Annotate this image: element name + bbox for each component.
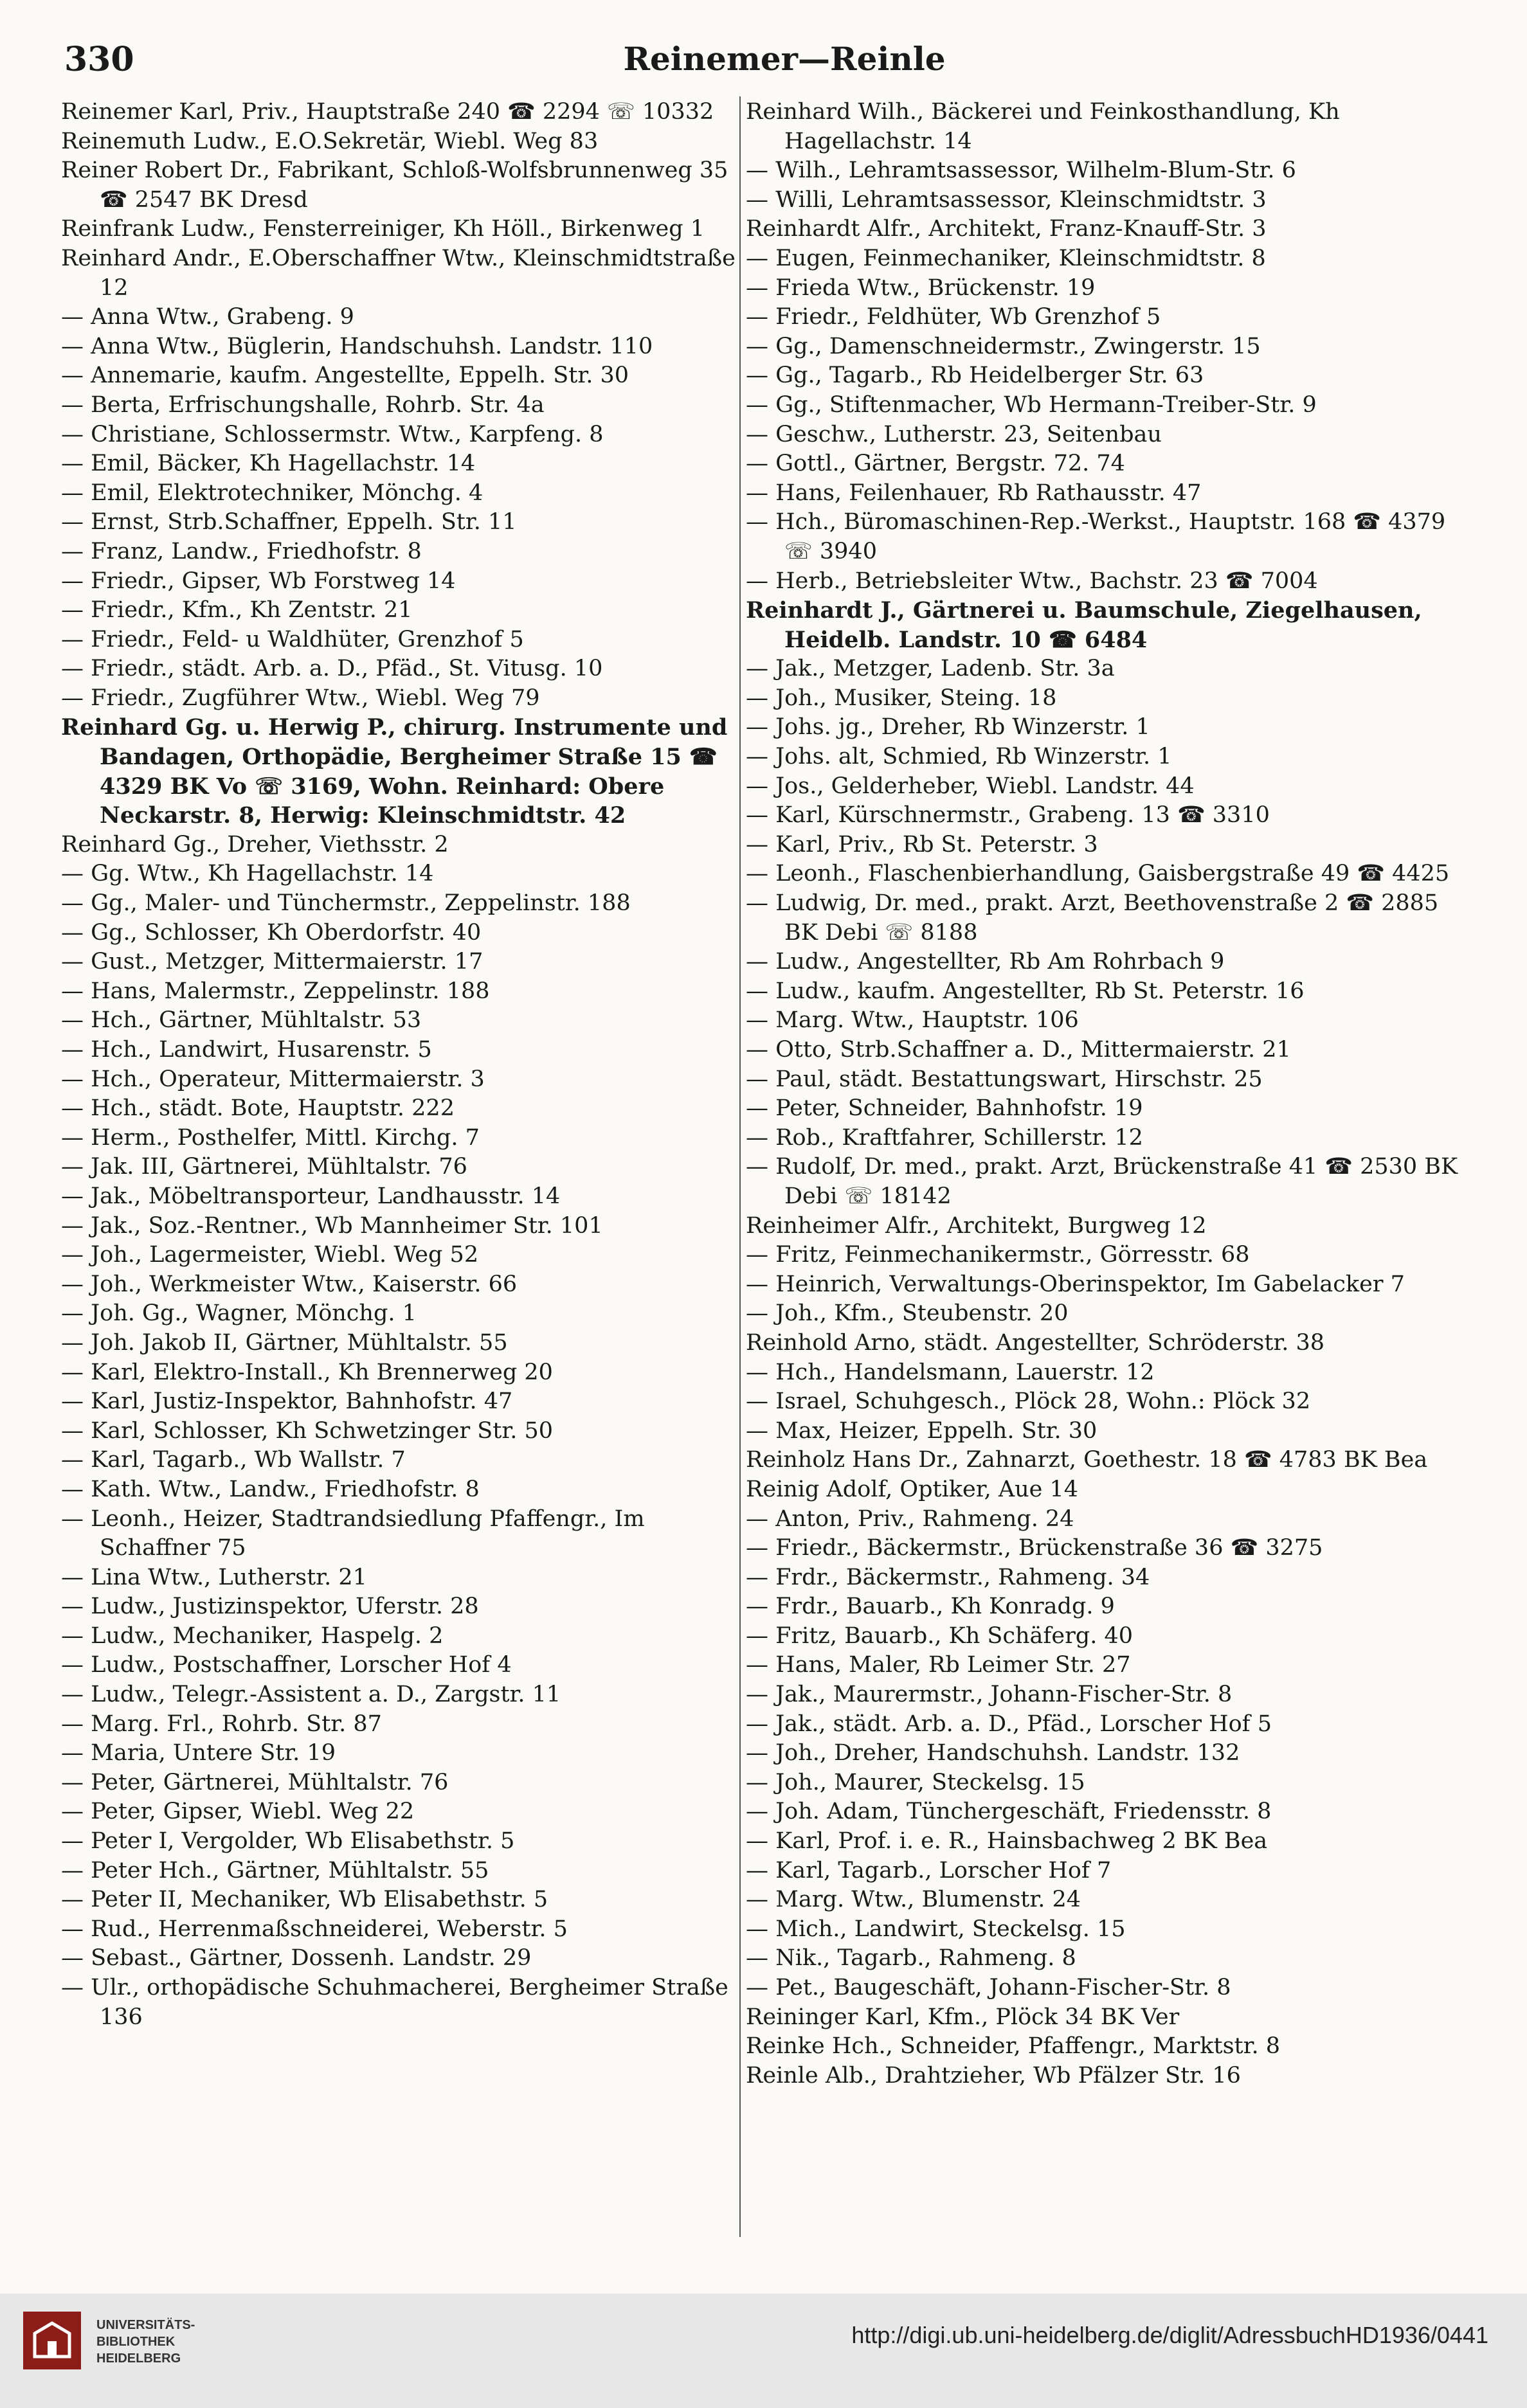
directory-entry: — Gg., Damenschneidermstr., Zwingerstr. 15 — [746, 333, 1261, 359]
page-number: 330 — [64, 40, 134, 79]
directory-entry: Reinhold Arno, städt. Angestellter, Schröderstr. 38 — [746, 1329, 1325, 1356]
directory-entry: — Ludw., Telegr.-Assistent a. D., Zargstr. 11 — [61, 1682, 561, 1708]
directory-entry: Reinemuth Ludw., E.O.Sekretär, Wiebl. Weg 83 — [61, 128, 599, 154]
directory-entry: — Ludwig, Dr. med., prakt. Arzt, Beethovenstraße 2 ☎ 2885 BK Debi ☏ 8188 — [746, 890, 1439, 946]
directory-entry: — Hans, Malermstr., Zeppelinstr. 188 — [61, 978, 490, 1004]
directory-entry: — Annemarie, kaufm. Angestellte, Eppelh. Str. 30 — [61, 363, 629, 389]
directory-entry: — Herm., Posthelfer, Mittl. Kirchg. 7 — [61, 1124, 480, 1151]
directory-entry: Reinfrank Ludw., Fensterreiniger, Kh Höll., Birkenweg 1 — [61, 216, 705, 242]
directory-entry: — Marg. Frl., Rohrb. Str. 87 — [61, 1711, 382, 1737]
directory-entry: — Rudolf, Dr. med., prakt. Arzt, Brückenstraße 41 ☎ 2530 BK Debi ☏ 18142 — [746, 1154, 1458, 1209]
directory-entry: — Friedr., Feldhüter, Wb Grenzhof 5 — [746, 304, 1161, 330]
directory-entry: — Friedr., Zugführer Wtw., Wiebl. Weg 79 — [61, 685, 540, 711]
directory-entry: — Marg. Wtw., Hauptstr. 106 — [746, 1007, 1079, 1034]
directory-entry: — Peter, Gärtnerei, Mühltalstr. 76 — [61, 1769, 449, 1795]
directory-entry: — Anna Wtw., Grabeng. 9 — [61, 304, 354, 330]
directory-entry: — Jos., Gelderheber, Wiebl. Landstr. 44 — [746, 773, 1195, 799]
directory-entry: — Joh. Jakob II, Gärtner, Mühltalstr. 55 — [61, 1329, 508, 1356]
directory-entry: — Jak., städt. Arb. a. D., Pfäd., Lorscher Hof 5 — [746, 1711, 1272, 1737]
footer-bar — [0, 2294, 1527, 2408]
directory-entry: — Karl, Prof. i. e. R., Hainsbachweg 2 BK Bea — [746, 1828, 1268, 1855]
directory-entry: — Anton, Priv., Rahmeng. 24 — [746, 1505, 1074, 1532]
directory-entry: Reinle Alb., Drahtzieher, Wb Pfälzer Str. 16 — [746, 2062, 1241, 2089]
directory-entry: — Anna Wtw., Büglerin, Handschuhsh. Landstr. 110 — [61, 333, 653, 359]
directory-entry: — Ludw., Justizinspektor, Uferstr. 28 — [61, 1594, 479, 1620]
directory-entry: Reininger Karl, Kfm., Plöck 34 BK Ver — [746, 2004, 1180, 2030]
directory-entry: — Ludw., Postschaffner, Lorscher Hof 4 — [61, 1652, 512, 1678]
directory-entry: Reinhardt J., Gärtnerei u. Baumschule, Ziegelhausen, Heidelb. Landstr. 10 ☎ 6484 — [746, 597, 1422, 653]
column-divider — [739, 96, 741, 2237]
directory-entry: — Ludw., kaufm. Angestellter, Rb St. Peterstr. 16 — [746, 978, 1305, 1004]
directory-entry: — Otto, Strb.Schaffner a. D., Mittermaierstr. 21 — [746, 1037, 1291, 1063]
directory-entry: — Peter, Schneider, Bahnhofstr. 19 — [746, 1095, 1143, 1122]
directory-entry: — Max, Heizer, Eppelh. Str. 30 — [746, 1417, 1098, 1444]
directory-entry: Reinhard Wilh., Bäckerei und Feinkosthandlung, Kh Hagellachstr. 14 — [746, 99, 1340, 154]
directory-entry: Reinhard Gg. u. Herwig P., chirurg. Instrumente und Bandagen, Orthopädie, Bergheimer Straße 15 ☎ 4329 BK Vo ☏ 3169, Wohn. Reinhard: Obere Neckarstr. 8, Herwig: Kleinschmidtstr. 42 — [61, 714, 728, 829]
directory-entry: — Nik., Tagarb., Rahmeng. 8 — [746, 1945, 1076, 1972]
directory-entry: — Friedr., Gipser, Wb Forstweg 14 — [61, 568, 456, 594]
directory-entry: — Gg., Stiftenmacher, Wb Hermann-Treiber-Str. 9 — [746, 391, 1317, 418]
directory-entry: — Gg., Maler- und Tünchermstr., Zeppelinstr. 188 — [61, 890, 631, 917]
directory-entry: — Kath. Wtw., Landw., Friedhofstr. 8 — [61, 1476, 480, 1502]
source-url[interactable]: http://digi.ub.uni-heidelberg.de/diglit/AdressbuchHD1936/0441 — [851, 2322, 1488, 2348]
directory-entry: — Gg. Wtw., Kh Hagellachstr. 14 — [61, 861, 434, 887]
directory-entry: — Emil, Bäcker, Kh Hagellachstr. 14 — [61, 451, 476, 477]
library-logo-icon — [23, 2312, 81, 2369]
directory-entry: — Karl, Tagarb., Wb Wallstr. 7 — [61, 1447, 406, 1473]
directory-entry: — Rob., Kraftfahrer, Schillerstr. 12 — [746, 1124, 1143, 1151]
directory-entry: — Joh., Dreher, Handschuhsh. Landstr. 132 — [746, 1740, 1240, 1766]
right-column — [746, 98, 1466, 2090]
directory-entry: — Berta, Erfrischungshalle, Rohrb. Str. 4a — [61, 391, 545, 418]
running-head: Reinemer—Reinle — [623, 40, 946, 78]
directory-entry: — Jak., Möbeltransporteur, Landhausstr. 14 — [61, 1183, 561, 1209]
directory-entry: — Marg. Wtw., Blumenstr. 24 — [746, 1887, 1081, 1913]
directory-entry: — Pet., Baugeschäft, Johann-Fischer-Str. 8 — [746, 1975, 1231, 2000]
directory-entry: — Karl, Justiz-Inspektor, Bahnhofstr. 47 — [61, 1388, 513, 1415]
directory-entry: — Karl, Priv., Rb St. Peterstr. 3 — [746, 831, 1098, 858]
directory-entry: — Joh. Gg., Wagner, Mönchg. 1 — [61, 1300, 417, 1327]
directory-entry: — Ernst, Strb.Schaffner, Eppelh. Str. 11 — [61, 509, 517, 535]
directory-entry: — Karl, Kürschnermstr., Grabeng. 13 ☎ 3310 — [746, 802, 1270, 829]
directory-entry: — Joh. Adam, Tünchergeschäft, Friedensstr. 8 — [746, 1799, 1272, 1825]
directory-entry: — Joh., Musiker, Steing. 18 — [746, 685, 1057, 711]
directory-entry: — Hch., Gärtner, Mühltalstr. 53 — [61, 1007, 422, 1034]
directory-entry: — Sebast., Gärtner, Dossenh. Landstr. 29 — [61, 1945, 532, 1972]
directory-entry: — Hch., Büromaschinen-Rep.-Werkst., Hauptstr. 168 ☎ 4379 ☏ 3940 — [746, 509, 1446, 564]
directory-entry: — Ludw., Mechaniker, Haspelg. 2 — [61, 1622, 444, 1649]
directory-entry: Reinhard Andr., E.Oberschaffner Wtw., Kleinschmidtstraße 12 — [61, 245, 736, 301]
library-name: UNIVERSITÄTS- BIBLIOTHEK HEIDELBERG — [96, 2318, 195, 2366]
directory-entry: — Hch., Landwirt, Husarenstr. 5 — [61, 1037, 432, 1063]
directory-entry: — Hch., Handelsmann, Lauerstr. 12 — [746, 1359, 1155, 1385]
directory-entry: — Joh., Maurer, Steckelsg. 15 — [746, 1769, 1085, 1795]
directory-entry: — Friedr., städt. Arb. a. D., Pfäd., St. Vitusg. 10 — [61, 656, 603, 682]
directory-entry: — Joh., Kfm., Steubenstr. 20 — [746, 1300, 1069, 1327]
directory-entry: — Johs. alt, Schmied, Rb Winzerstr. 1 — [746, 744, 1172, 770]
directory-entry: — Leonh., Flaschenbierhandlung, Gaisbergstraße 49 ☎ 4425 — [746, 861, 1450, 887]
directory-entry: — Hch., Operateur, Mittermaierstr. 3 — [61, 1066, 485, 1092]
directory-entry: — Jak. III, Gärtnerei, Mühltalstr. 76 — [61, 1154, 467, 1180]
directory-entry: — Karl, Schlosser, Kh Schwetzinger Str. 50 — [61, 1417, 554, 1444]
directory-entry: — Johs. jg., Dreher, Rb Winzerstr. 1 — [746, 714, 1150, 741]
directory-entry: — Lina Wtw., Lutherstr. 21 — [61, 1564, 367, 1590]
directory-entry: — Jak., Soz.-Rentner., Wb Mannheimer Str. 101 — [61, 1212, 603, 1239]
directory-entry: — Frieda Wtw., Brückenstr. 19 — [746, 274, 1096, 301]
directory-entry: — Gust., Metzger, Mittermaierstr. 17 — [61, 949, 483, 975]
directory-entry: — Franz, Landw., Friedhofstr. 8 — [61, 538, 422, 564]
directory-entry: — Joh., Werkmeister Wtw., Kaiserstr. 66 — [61, 1271, 518, 1297]
directory-entry: — Frdr., Bauarb., Kh Konradg. 9 — [746, 1594, 1115, 1620]
directory-entry: Reinemer Karl, Priv., Hauptstraße 240 ☎ 2294 ☏ 10332 — [61, 99, 714, 125]
directory-entry: — Hans, Maler, Rb Leimer Str. 27 — [746, 1652, 1131, 1678]
directory-entry: — Israel, Schuhgesch., Plöck 28, Wohn.: Plöck 32 — [746, 1388, 1311, 1415]
directory-entry: — Mich., Landwirt, Steckelsg. 15 — [746, 1916, 1126, 1942]
directory-entry: — Jak., Metzger, Ladenb. Str. 3a — [746, 656, 1115, 682]
directory-entry: Reinholz Hans Dr., Zahnarzt, Goethestr. 18 ☎ 4783 BK Bea — [746, 1447, 1428, 1473]
directory-entry: — Peter Hch., Gärtner, Mühltalstr. 55 — [61, 1857, 489, 1883]
directory-entry: — Joh., Lagermeister, Wiebl. Weg 52 — [61, 1242, 479, 1268]
directory-entry: — Fritz, Bauarb., Kh Schäferg. 40 — [746, 1622, 1133, 1649]
directory-entry: — Leonh., Heizer, Stadtrandsiedlung Pfaffengr., Im Schaffner 75 — [61, 1505, 645, 1561]
left-column — [61, 98, 743, 2032]
directory-entry: — Rud., Herrenmaßschneiderei, Weberstr. 5 — [61, 1916, 568, 1942]
directory-entry: — Jak., Maurermstr., Johann-Fischer-Str. 8 — [746, 1682, 1233, 1708]
directory-entry: — Eugen, Feinmechaniker, Kleinschmidtstr. 8 — [746, 245, 1266, 271]
directory-entry: Reinheimer Alfr., Architekt, Burgweg 12 — [746, 1212, 1207, 1239]
directory-entry: — Friedr., Kfm., Kh Zentstr. 21 — [61, 597, 413, 624]
directory-entry: — Gottl., Gärtner, Bergstr. 72. 74 — [746, 451, 1125, 477]
directory-entry: — Heinrich, Verwaltungs-Oberinspektor, Im Gabelacker 7 — [746, 1271, 1405, 1297]
directory-entry: — Geschw., Lutherstr. 23, Seitenbau — [746, 421, 1162, 447]
directory-entry: — Friedr., Feld- u Waldhüter, Grenzhof 5 — [61, 626, 524, 652]
directory-entry: — Emil, Elektrotechniker, Mönchg. 4 — [61, 480, 483, 506]
directory-entry: — Herb., Betriebsleiter Wtw., Bachstr. 23 ☎ 7004 — [746, 568, 1318, 594]
directory-entry: — Hch., städt. Bote, Hauptstr. 222 — [61, 1095, 455, 1122]
directory-entry: Reinig Adolf, Optiker, Aue 14 — [746, 1476, 1079, 1502]
directory-entry: — Peter, Gipser, Wiebl. Weg 22 — [61, 1799, 415, 1825]
directory-entry: — Karl, Tagarb., Lorscher Hof 7 — [746, 1857, 1112, 1883]
directory-entry: — Frdr., Bäckermstr., Rahmeng. 34 — [746, 1564, 1150, 1590]
directory-entry: — Fritz, Feinmechanikermstr., Görresstr. 68 — [746, 1242, 1250, 1268]
directory-entry: Reiner Robert Dr., Fabrikant, Schloß-Wolfsbrunnenweg 35 ☎ 2547 BK Dresd — [61, 157, 728, 213]
directory-entry: — Wilh., Lehramtsassessor, Wilhelm-Blum-Str. 6 — [746, 157, 1296, 184]
directory-entry: — Peter II, Mechaniker, Wb Elisabethstr. 5 — [61, 1887, 548, 1913]
directory-entry: — Peter I, Vergolder, Wb Elisabethstr. 5 — [61, 1828, 515, 1855]
directory-entry: — Karl, Elektro-Install., Kh Brennerweg 20 — [61, 1359, 553, 1385]
page-header — [64, 33, 1504, 85]
directory-entry: Reinhard Gg., Dreher, Viethsstr. 2 — [61, 831, 449, 858]
directory-entry: — Friedr., Bäckermstr., Brückenstraße 36 ☎ 3275 — [746, 1535, 1323, 1561]
directory-entry: — Hans, Feilenhauer, Rb Rathausstr. 47 — [746, 480, 1202, 506]
directory-entry: — Gg., Tagarb., Rb Heidelberger Str. 63 — [746, 363, 1204, 389]
directory-entry: — Maria, Untere Str. 19 — [61, 1740, 336, 1766]
directory-entry: — Ulr., orthopädische Schuhmacherei, Bergheimer Straße 136 — [61, 1975, 728, 2030]
directory-entry: — Christiane, Schlossermstr. Wtw., Karpfeng. 8 — [61, 421, 604, 447]
directory-entry: Reinke Hch., Schneider, Pfaffengr., Marktstr. 8 — [746, 2033, 1281, 2060]
directory-entry: — Paul, städt. Bestattungswart, Hirschstr. 25 — [746, 1066, 1263, 1092]
directory-entry: — Ludw., Angestellter, Rb Am Rohrbach 9 — [746, 949, 1225, 975]
directory-entry: Reinhardt Alfr., Architekt, Franz-Knauff-Str. 3 — [746, 216, 1267, 242]
directory-entry: — Willi, Lehramtsassessor, Kleinschmidtstr. 3 — [746, 186, 1267, 213]
directory-entry: — Gg., Schlosser, Kh Oberdorfstr. 40 — [61, 919, 482, 946]
